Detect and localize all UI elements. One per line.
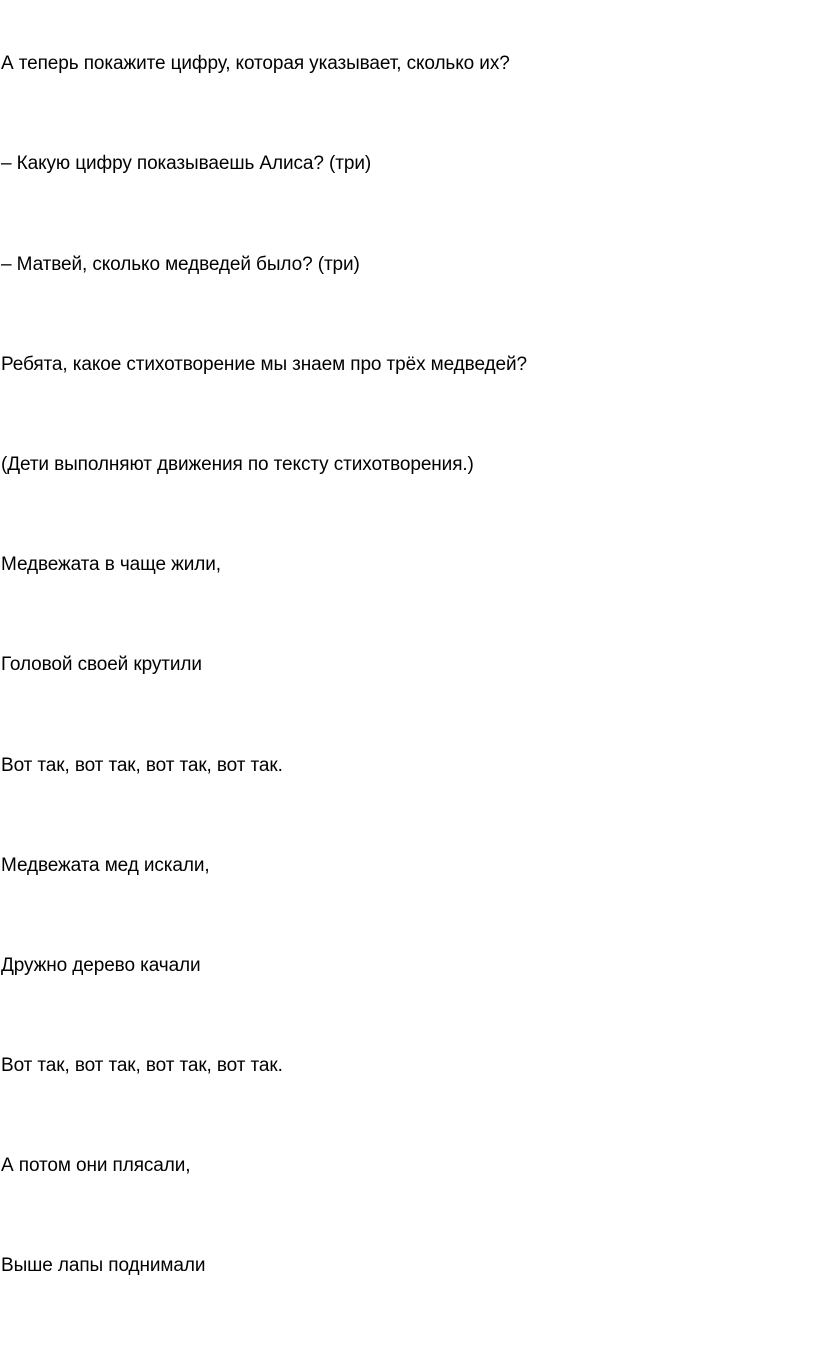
- poem-line: Головой своей крутили: [1, 654, 202, 675]
- question-alisa: – Какую цифру показываешь Алиса? (три): [1, 153, 372, 174]
- poem-line: Дружно дерево качали: [1, 955, 201, 976]
- stage-direction: (Дети выполняют движения по тексту стихотворения.): [1, 454, 474, 475]
- poem-line: А потом они плясали,: [1, 1155, 191, 1176]
- poem-line: Медвежата в чаще жили,: [1, 554, 221, 575]
- poem-line: Выше лапы поднимали: [1, 1255, 206, 1276]
- question-matvey: – Матвей, сколько медведей было? (три): [1, 254, 360, 275]
- poem-line: Медвежата мед искали,: [1, 855, 210, 876]
- poem-line: Вот так, вот так, вот так, вот так.: [1, 755, 283, 776]
- poem-line: Вот так, вот так, вот так, вот так.: [1, 1055, 283, 1076]
- question-show-digit: А теперь покажите цифру, которая указывает, сколько их?: [1, 53, 510, 74]
- question-poem: Ребята, какое стихотворение мы знаем про трёх медведей?: [1, 354, 527, 375]
